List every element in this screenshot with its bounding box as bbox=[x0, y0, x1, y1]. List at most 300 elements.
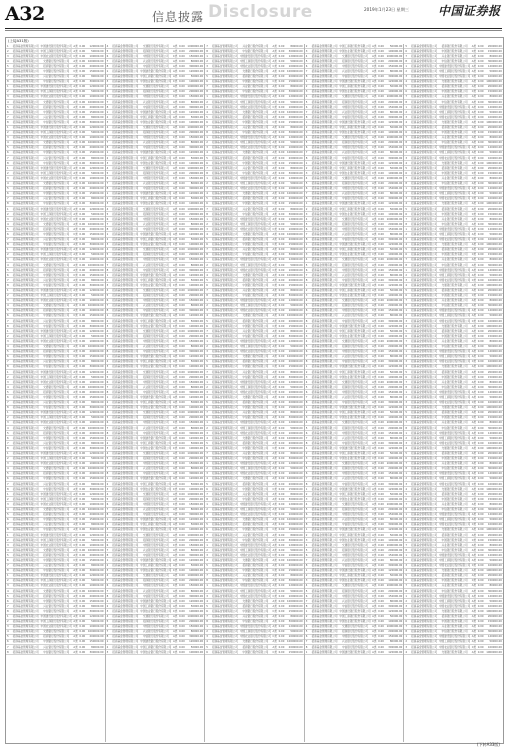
table-cell-amount: 120000.00 bbox=[89, 452, 104, 455]
table-cell-bank: 中国建设银行股份有限公司 bbox=[140, 69, 172, 73]
table-cell-no: 3 bbox=[305, 579, 308, 583]
table-cell-bank: 中国银行股份有限公司 bbox=[242, 365, 269, 369]
table-cell-min-amount: 0.00 bbox=[378, 176, 384, 180]
table-cell-min-amount: 0.00 bbox=[477, 243, 484, 247]
table-cell-amount: 300000.00 bbox=[288, 253, 303, 257]
table-cell-amount: 200000.00 bbox=[487, 615, 502, 618]
table-cell-no: 6 bbox=[7, 273, 9, 277]
table-cell-share-class: C类 bbox=[372, 350, 377, 354]
table-cell-share-class: A类 bbox=[272, 345, 277, 349]
table-cell-share-class: A类 bbox=[471, 426, 477, 430]
table-cell-min-amount: 0.00 bbox=[79, 457, 86, 461]
table-cell-no: 3 bbox=[305, 416, 308, 420]
table-cell-share-class: A类 bbox=[372, 324, 377, 328]
table-cell-fund: 招商基金管理有限公司 bbox=[211, 304, 238, 308]
table-cell-bank: 中国农业银行股份有限公司 bbox=[239, 390, 271, 394]
masthead-rule bbox=[5, 28, 502, 29]
table-cell-no: 1 bbox=[405, 227, 408, 231]
table-cell-min-amount: 0.00 bbox=[378, 558, 384, 562]
table-cell-bank: 中国农业银行股份有限公司 bbox=[439, 197, 471, 201]
table-cell-bank: 招商银行股份有限公司 bbox=[142, 620, 169, 624]
table-cell-bank: 中国银行股份有限公司 bbox=[342, 350, 368, 354]
table-cell-amount: 50000.00 bbox=[489, 518, 502, 522]
table-cell-min-amount: 0.00 bbox=[378, 431, 384, 435]
table-cell-fund: 招商基金管理有限公司 bbox=[12, 243, 39, 247]
table-cell-bank: 兴业银行股份有限公司 bbox=[441, 258, 468, 262]
table-cell-no: 5 bbox=[106, 294, 109, 298]
table-cell-share-class: C类 bbox=[73, 477, 78, 481]
table-cell-bank: 中国农业银行股份有限公司 bbox=[239, 105, 271, 109]
table-cell-min-amount: 0.00 bbox=[79, 294, 86, 298]
table-cell-no: 4 bbox=[305, 421, 308, 425]
table-cell-share-class: A类 bbox=[272, 477, 277, 481]
table-cell-share-class: A类 bbox=[172, 630, 178, 634]
table-cell-amount: 200000.00 bbox=[288, 564, 303, 568]
table-cell-amount: 300000.00 bbox=[89, 283, 104, 287]
table-cell-bank: 兴业银行股份有限公司 bbox=[242, 533, 269, 537]
table-cell-no: 4 bbox=[305, 462, 308, 466]
table-cell-bank: 中信银行股份有限公司 bbox=[441, 548, 468, 552]
table-cell-amount: 1000000.00 bbox=[486, 202, 502, 206]
table-cell-min-amount: 0.00 bbox=[378, 589, 384, 593]
table-cell-share-class: A类 bbox=[73, 365, 78, 369]
table-cell-min-amount: 0.00 bbox=[477, 146, 484, 150]
table-cell-no: 7 bbox=[206, 207, 208, 211]
table-cell-share-class: A类 bbox=[272, 294, 277, 298]
table-cell-share-class: C类 bbox=[372, 105, 377, 109]
table-cell-fund: 招商基金管理有限公司 bbox=[411, 182, 438, 186]
table-cell-min-amount: 0.00 bbox=[178, 390, 185, 394]
table-cell-min-amount: 0.00 bbox=[477, 365, 484, 369]
table-cell-no: 1 bbox=[405, 146, 408, 150]
section-title-cn: 信息披露 bbox=[152, 10, 205, 24]
table-cell-no: 8 bbox=[7, 283, 9, 287]
table-cell-bank: 兴业银行股份有限公司 bbox=[242, 329, 269, 333]
table-cell-no: 8 bbox=[405, 100, 408, 104]
table-cell-share-class: A类 bbox=[272, 141, 277, 145]
table-cell-fund: 招商基金管理有限公司 bbox=[211, 385, 238, 389]
table-cell-fund: 招商基金管理有限公司 bbox=[211, 115, 238, 119]
table-cell-bank: 中国建设银行股份有限公司 bbox=[339, 202, 371, 206]
table-cell-fund: 招商基金管理有限公司 bbox=[411, 543, 438, 547]
table-cell-no: 7 bbox=[405, 258, 408, 262]
table-cell-no: 3 bbox=[7, 380, 9, 384]
table-cell-bank: 中国银行股份有限公司 bbox=[342, 513, 368, 517]
table-cell-min-amount: 0.00 bbox=[79, 120, 86, 124]
table-cell-no: 7 bbox=[7, 238, 9, 242]
table-cell-bank: 中国银行股份有限公司 bbox=[242, 80, 269, 84]
table-cell-share-class: A类 bbox=[172, 645, 178, 649]
table-cell-share-class: C类 bbox=[372, 431, 377, 435]
continued-to-label: (下转A33版) bbox=[477, 742, 500, 747]
table-cell-bank: 交通银行股份有限公司 bbox=[342, 299, 368, 303]
table-cell-no: 8 bbox=[106, 105, 109, 109]
table-cell-no: 3 bbox=[206, 472, 208, 476]
table-cell-min-amount: 0.00 bbox=[278, 187, 285, 191]
table-cell-share-class: A类 bbox=[372, 436, 377, 440]
table-cell-bank: 中国银行股份有限公司 bbox=[142, 380, 169, 384]
table-cell-share-class: A类 bbox=[471, 258, 477, 262]
table-cell-bank: 中国工商银行股份有限公司 bbox=[239, 467, 271, 471]
table-cell-no: 7 bbox=[7, 115, 9, 119]
table-cell-amount: 80000.00 bbox=[489, 339, 502, 343]
table-cell-no: 3 bbox=[305, 131, 308, 135]
table-cell-share-class: A类 bbox=[73, 406, 78, 410]
table-cell-amount: 200000.00 bbox=[388, 385, 403, 389]
table-cell-min-amount: 0.00 bbox=[378, 401, 384, 405]
table-cell-share-class: C类 bbox=[471, 131, 477, 135]
table-cell-min-amount: 0.00 bbox=[178, 609, 185, 613]
table-cell-share-class: A类 bbox=[272, 497, 277, 501]
table-cell-amount: 50000.00 bbox=[389, 574, 403, 578]
table-cell-min-amount: 0.00 bbox=[477, 579, 484, 583]
table-cell-bank: 交通银行股份有限公司 bbox=[342, 584, 368, 588]
table-cell-bank: 中信银行股份有限公司 bbox=[342, 564, 368, 568]
table-cell-fund: 招商基金管理有限公司 bbox=[112, 528, 139, 532]
table-cell-min-amount: 0.00 bbox=[178, 446, 185, 450]
table-cell-amount: 200000.00 bbox=[487, 166, 502, 170]
table-cell-share-class: A类 bbox=[73, 594, 78, 598]
table-cell-amount: 50000.00 bbox=[489, 640, 502, 644]
table-cell-bank: 中国农业银行股份有限公司 bbox=[439, 75, 471, 79]
table-cell-min-amount: 0.00 bbox=[378, 411, 384, 415]
table-cell-bank: 中国工商银行股份有限公司 bbox=[339, 166, 371, 170]
table-cell-amount: 80000.00 bbox=[190, 304, 204, 308]
table-cell-amount: 50000.00 bbox=[389, 207, 403, 211]
table-cell-fund: 招商基金管理有限公司 bbox=[411, 538, 438, 542]
table-cell-amount: 50000.00 bbox=[290, 182, 303, 186]
table-cell-fund: 招商基金管理有限公司 bbox=[311, 294, 338, 298]
table-cell-min-amount: 0.00 bbox=[278, 105, 285, 109]
table-cell-no: 8 bbox=[305, 115, 308, 119]
table-cell-amount: 120000.00 bbox=[388, 365, 403, 369]
table-cell-no: 4 bbox=[7, 100, 9, 104]
table-cell-min-amount: 0.00 bbox=[79, 523, 86, 527]
table-cell-amount: 1000000.00 bbox=[386, 421, 403, 425]
table-cell-min-amount: 0.00 bbox=[79, 513, 86, 517]
table-cell-no: 4 bbox=[206, 518, 208, 522]
table-cell-amount: 100000.00 bbox=[388, 457, 403, 461]
table-cell-fund: 招商基金管理有限公司 bbox=[12, 401, 39, 405]
table-cell-fund: 招商基金管理有限公司 bbox=[211, 283, 238, 287]
table-cell-amount: 80000.00 bbox=[91, 75, 104, 79]
table-cell-share-class: A类 bbox=[172, 268, 178, 272]
table-cell-fund: 招商基金管理有限公司 bbox=[311, 457, 338, 461]
table-cell-amount: 120000.00 bbox=[487, 472, 502, 476]
table-cell-no: 2 bbox=[305, 248, 308, 252]
table-cell-amount: 50000.00 bbox=[190, 197, 204, 201]
table-cell-share-class: A类 bbox=[372, 110, 377, 114]
table-cell-share-class: A类 bbox=[471, 243, 477, 247]
table-cell-no: 6 bbox=[7, 395, 9, 399]
table-cell-share-class: A类 bbox=[172, 85, 178, 89]
table-cell-fund: 招商基金管理有限公司 bbox=[411, 141, 438, 145]
table-cell-no: 5 bbox=[405, 207, 408, 211]
table-cell-fund: 招商基金管理有限公司 bbox=[411, 44, 438, 48]
table-cell-min-amount: 0.00 bbox=[378, 263, 384, 267]
table-cell-min-amount: 0.00 bbox=[278, 294, 285, 298]
table-cell-no: 7 bbox=[206, 411, 208, 415]
table-cell-min-amount: 0.00 bbox=[79, 625, 86, 629]
table-cell-no: 7 bbox=[7, 482, 9, 486]
table-cell-bank: 中国工商银行股份有限公司 bbox=[40, 253, 72, 257]
table-cell-bank: 兴业银行股份有限公司 bbox=[242, 615, 269, 618]
table-cell-bank: 交通银行股份有限公司 bbox=[142, 370, 169, 374]
table-cell-bank: 中国建设银行股份有限公司 bbox=[239, 462, 271, 466]
table-cell-bank: 中信银行股份有限公司 bbox=[242, 497, 269, 501]
table-cell-share-class: A类 bbox=[272, 319, 277, 323]
table-cell-fund: 招商基金管理有限公司 bbox=[311, 421, 338, 425]
table-cell-fund: 招商基金管理有限公司 bbox=[411, 49, 438, 53]
table-cell-no: 1 bbox=[305, 243, 308, 247]
table-cell-amount: 150000.00 bbox=[189, 625, 204, 629]
table-cell-bank: 兴业银行股份有限公司 bbox=[342, 640, 368, 644]
table-cell-fund: 招商基金管理有限公司 bbox=[12, 141, 39, 145]
table-cell-min-amount: 0.00 bbox=[79, 497, 86, 501]
table-cell-fund: 招商基金管理有限公司 bbox=[12, 253, 39, 257]
table-cell-min-amount: 0.00 bbox=[79, 395, 86, 399]
table-cell-no: 6 bbox=[106, 176, 109, 180]
table-cell-min-amount: 0.00 bbox=[79, 217, 86, 221]
table-cell-min-amount: 0.00 bbox=[278, 650, 285, 654]
table-cell-bank: 中国建设银行股份有限公司 bbox=[339, 243, 371, 247]
table-cell-share-class: A类 bbox=[73, 487, 78, 491]
table-cell-amount: 50000.00 bbox=[91, 294, 104, 298]
table-cell-fund: 招商基金管理有限公司 bbox=[211, 395, 238, 399]
table-cell-fund: 招商基金管理有限公司 bbox=[112, 564, 139, 568]
table-cell-amount: 150000.00 bbox=[288, 120, 303, 124]
table-cell-share-class: A类 bbox=[272, 416, 277, 420]
table-cell-amount: 1000000.00 bbox=[87, 222, 104, 226]
table-cell-min-amount: 0.00 bbox=[477, 80, 484, 84]
table-cell-fund: 招商基金管理有限公司 bbox=[411, 401, 438, 405]
table-cell-no: 6 bbox=[305, 513, 308, 517]
table-cell-share-class: A类 bbox=[172, 329, 178, 333]
table-cell-min-amount: 0.00 bbox=[178, 156, 185, 160]
table-cell-no: 8 bbox=[305, 564, 308, 568]
table-cell-fund: 招商基金管理有限公司 bbox=[311, 146, 338, 150]
table-cell-share-class: A类 bbox=[73, 564, 78, 568]
table-cell-amount: 300000.00 bbox=[487, 59, 502, 63]
table-cell-amount: 150000.00 bbox=[89, 395, 104, 399]
table-cell-amount: 200000.00 bbox=[487, 574, 502, 578]
table-cell-share-class: A类 bbox=[272, 533, 277, 537]
table-cell-bank: 中国农业银行股份有限公司 bbox=[140, 406, 172, 410]
table-cell-no: 3 bbox=[7, 217, 9, 221]
table-cell-no: 4 bbox=[7, 385, 9, 389]
table-cell-no: 6 bbox=[206, 406, 208, 410]
table-cell-min-amount: 0.00 bbox=[378, 222, 384, 226]
table-cell-no: 1 bbox=[206, 462, 208, 466]
table-cell-share-class: A类 bbox=[73, 497, 78, 501]
table-cell-fund: 招商基金管理有限公司 bbox=[311, 380, 338, 384]
table-cell-share-class: A类 bbox=[73, 416, 78, 420]
table-cell-share-class: A类 bbox=[73, 227, 78, 231]
table-cell-amount: 120000.00 bbox=[288, 299, 303, 303]
table-cell-share-class: A类 bbox=[372, 518, 377, 522]
table-cell-bank: 招商银行股份有限公司 bbox=[242, 564, 269, 568]
table-cell-bank: 中信银行股份有限公司 bbox=[142, 390, 169, 394]
table-cell-bank: 中国银行股份有限公司 bbox=[43, 314, 70, 318]
table-cell-amount: 300000.00 bbox=[388, 115, 403, 119]
table-cell-amount: 80000.00 bbox=[389, 355, 403, 359]
table-cell-min-amount: 0.00 bbox=[378, 502, 384, 506]
table-cell-fund: 招商基金管理有限公司 bbox=[12, 232, 39, 236]
table-cell-min-amount: 0.00 bbox=[477, 161, 484, 165]
table-cell-bank: 交通银行股份有限公司 bbox=[242, 110, 269, 114]
table-cell-no: 2 bbox=[206, 263, 208, 267]
table-cell-no: 7 bbox=[106, 304, 109, 308]
table-cell-min-amount: 0.00 bbox=[278, 533, 285, 537]
table-cell-share-class: A类 bbox=[471, 120, 477, 124]
table-cell-share-class: A类 bbox=[172, 227, 178, 231]
table-cell-bank: 中信银行股份有限公司 bbox=[43, 202, 70, 206]
table-cell-min-amount: 0.00 bbox=[378, 375, 384, 379]
table-cell-share-class: C类 bbox=[172, 299, 178, 303]
table-cell-bank: 交通银行股份有限公司 bbox=[43, 263, 70, 267]
table-cell-fund: 招商基金管理有限公司 bbox=[112, 59, 139, 63]
table-cell-fund: 招商基金管理有限公司 bbox=[12, 324, 39, 328]
table-cell-no: 1 bbox=[206, 380, 208, 384]
table-cell-amount: 100000.00 bbox=[487, 278, 502, 282]
table-cell-bank: 中信银行股份有限公司 bbox=[342, 156, 368, 160]
table-cell-share-class: A类 bbox=[471, 64, 477, 68]
table-cell-fund: 招商基金管理有限公司 bbox=[311, 462, 338, 466]
table-cell-min-amount: 0.00 bbox=[477, 497, 484, 501]
newspaper-logo: 中国证券报 bbox=[438, 4, 501, 18]
table-cell-no: 5 bbox=[405, 411, 408, 415]
table-cell-amount: 300000.00 bbox=[288, 538, 303, 542]
table-cell-min-amount: 0.00 bbox=[378, 406, 384, 410]
table-cell-share-class: C类 bbox=[471, 579, 477, 583]
table-cell-fund: 招商基金管理有限公司 bbox=[112, 558, 139, 562]
table-cell-bank: 兴业银行股份有限公司 bbox=[142, 508, 169, 512]
table-cell-no: 5 bbox=[7, 64, 9, 68]
table-cell-bank: 兴业银行股份有限公司 bbox=[142, 141, 169, 145]
table-cell-bank: 中国工商银行股份有限公司 bbox=[239, 222, 271, 226]
table-cell-min-amount: 0.00 bbox=[477, 54, 484, 58]
table-cell-amount: 80000.00 bbox=[91, 645, 104, 649]
table-cell-min-amount: 0.00 bbox=[79, 502, 86, 506]
table-cell-fund: 招商基金管理有限公司 bbox=[12, 85, 39, 89]
table-cell-min-amount: 0.00 bbox=[79, 151, 86, 155]
table-cell-bank: 中国农业银行股份有限公司 bbox=[339, 90, 371, 94]
table-cell-share-class: A类 bbox=[272, 436, 277, 440]
table-cell-share-class: A类 bbox=[372, 365, 377, 369]
table-cell-amount: 150000.00 bbox=[189, 258, 204, 262]
table-cell-bank: 中国工商银行股份有限公司 bbox=[239, 426, 271, 430]
table-cell-fund: 招商基金管理有限公司 bbox=[12, 467, 39, 471]
table-cell-amount: 1000000.00 bbox=[287, 599, 303, 603]
table-cell-no: 4 bbox=[206, 232, 208, 236]
table-cell-amount: 100000.00 bbox=[288, 146, 303, 150]
table-cell-no: 2 bbox=[305, 207, 308, 211]
table-cell-no: 1 bbox=[7, 574, 9, 578]
table-cell-share-class: A类 bbox=[372, 645, 377, 649]
table-cell-fund: 招商基金管理有限公司 bbox=[211, 197, 238, 201]
table-cell-amount: 150000.00 bbox=[288, 202, 303, 206]
table-cell-bank: 中信银行股份有限公司 bbox=[242, 416, 269, 420]
table-cell-amount: 200000.00 bbox=[89, 594, 104, 598]
table-cell-share-class: C类 bbox=[172, 380, 178, 384]
table-cell-share-class: A类 bbox=[172, 370, 178, 374]
table-cell-amount: 1000000.00 bbox=[87, 426, 104, 430]
table-cell-bank: 中国工商银行股份有限公司 bbox=[40, 294, 72, 298]
table-cell-min-amount: 0.00 bbox=[278, 375, 285, 379]
table-cell-min-amount: 0.00 bbox=[378, 80, 384, 84]
table-cell-amount: 50000.00 bbox=[389, 370, 403, 374]
table-cell-min-amount: 0.00 bbox=[178, 120, 185, 124]
table-cell-amount: 80000.00 bbox=[489, 625, 502, 629]
table-cell-share-class: A类 bbox=[172, 513, 178, 517]
table-cell-amount: 150000.00 bbox=[89, 436, 104, 440]
table-cell-share-class: A类 bbox=[372, 528, 377, 532]
table-cell-bank: 中国工商银行股份有限公司 bbox=[239, 182, 271, 186]
table-cell-share-class: C类 bbox=[272, 594, 277, 598]
table-cell-min-amount: 0.00 bbox=[79, 401, 86, 405]
table-cell-no: 5 bbox=[106, 497, 109, 501]
table-cell-min-amount: 0.00 bbox=[79, 482, 86, 486]
table-row bbox=[6, 650, 105, 655]
table-cell-no: 4 bbox=[206, 151, 208, 155]
table-cell-fund: 招商基金管理有限公司 bbox=[112, 283, 139, 287]
table-cell-fund: 招商基金管理有限公司 bbox=[12, 543, 39, 547]
table-cell-fund: 招商基金管理有限公司 bbox=[112, 304, 139, 308]
table-cell-fund: 招商基金管理有限公司 bbox=[211, 136, 238, 140]
table-cell-fund: 招商基金管理有限公司 bbox=[211, 513, 238, 517]
table-cell-min-amount: 0.00 bbox=[477, 350, 484, 354]
table-cell-share-class: A类 bbox=[172, 64, 178, 68]
table-cell-share-class: C类 bbox=[172, 95, 178, 99]
table-cell-no: 5 bbox=[305, 141, 308, 145]
table-cell-bank: 中国工商银行股份有限公司 bbox=[140, 115, 172, 119]
table-cell-no: 7 bbox=[106, 182, 109, 186]
table-cell-min-amount: 0.00 bbox=[378, 105, 384, 109]
table-cell-bank: 中国银行股份有限公司 bbox=[142, 176, 169, 180]
table-cell-fund: 招商基金管理有限公司 bbox=[311, 110, 338, 114]
table-cell-no: 3 bbox=[405, 523, 408, 527]
table-cell-bank: 中国建设银行股份有限公司 bbox=[40, 615, 72, 618]
table-cell-amount: 1000000.00 bbox=[87, 141, 104, 145]
table-cell-min-amount: 0.00 bbox=[378, 85, 384, 89]
table-cell-share-class: A类 bbox=[172, 604, 178, 608]
table-cell-share-class: A类 bbox=[172, 599, 178, 603]
table-cell-min-amount: 0.00 bbox=[477, 640, 484, 644]
table-cell-fund: 招商基金管理有限公司 bbox=[12, 182, 39, 186]
table-cell-amount: 120000.00 bbox=[288, 217, 303, 221]
table-cell-min-amount: 0.00 bbox=[278, 385, 285, 389]
table-cell-no: 6 bbox=[305, 594, 308, 598]
table-cell-fund: 招商基金管理有限公司 bbox=[411, 100, 438, 104]
table-cell-fund: 招商基金管理有限公司 bbox=[311, 574, 338, 578]
table-cell-amount: 50000.00 bbox=[489, 599, 502, 603]
table-cell-no: 4 bbox=[305, 136, 308, 140]
table-cell-bank: 中国银行股份有限公司 bbox=[142, 136, 169, 140]
table-cell-share-class: A类 bbox=[372, 115, 377, 119]
table-cell-fund: 招商基金管理有限公司 bbox=[112, 49, 139, 53]
table-cell-amount: 1000000.00 bbox=[187, 248, 204, 252]
table-cell-no: 7 bbox=[106, 100, 109, 104]
table-cell-amount: 1000000.00 bbox=[187, 207, 204, 211]
table-cell-amount: 80000.00 bbox=[489, 54, 502, 58]
table-cell-amount: 1000000.00 bbox=[87, 182, 104, 186]
table-cell-amount: 1000000.00 bbox=[386, 299, 403, 303]
table-cell-no: 8 bbox=[206, 538, 208, 542]
table-cell-share-class: C类 bbox=[73, 558, 78, 562]
table-cell-fund: 招商基金管理有限公司 bbox=[112, 589, 139, 593]
table-cell-amount: 120000.00 bbox=[89, 166, 104, 170]
table-cell-share-class: A类 bbox=[471, 599, 477, 603]
